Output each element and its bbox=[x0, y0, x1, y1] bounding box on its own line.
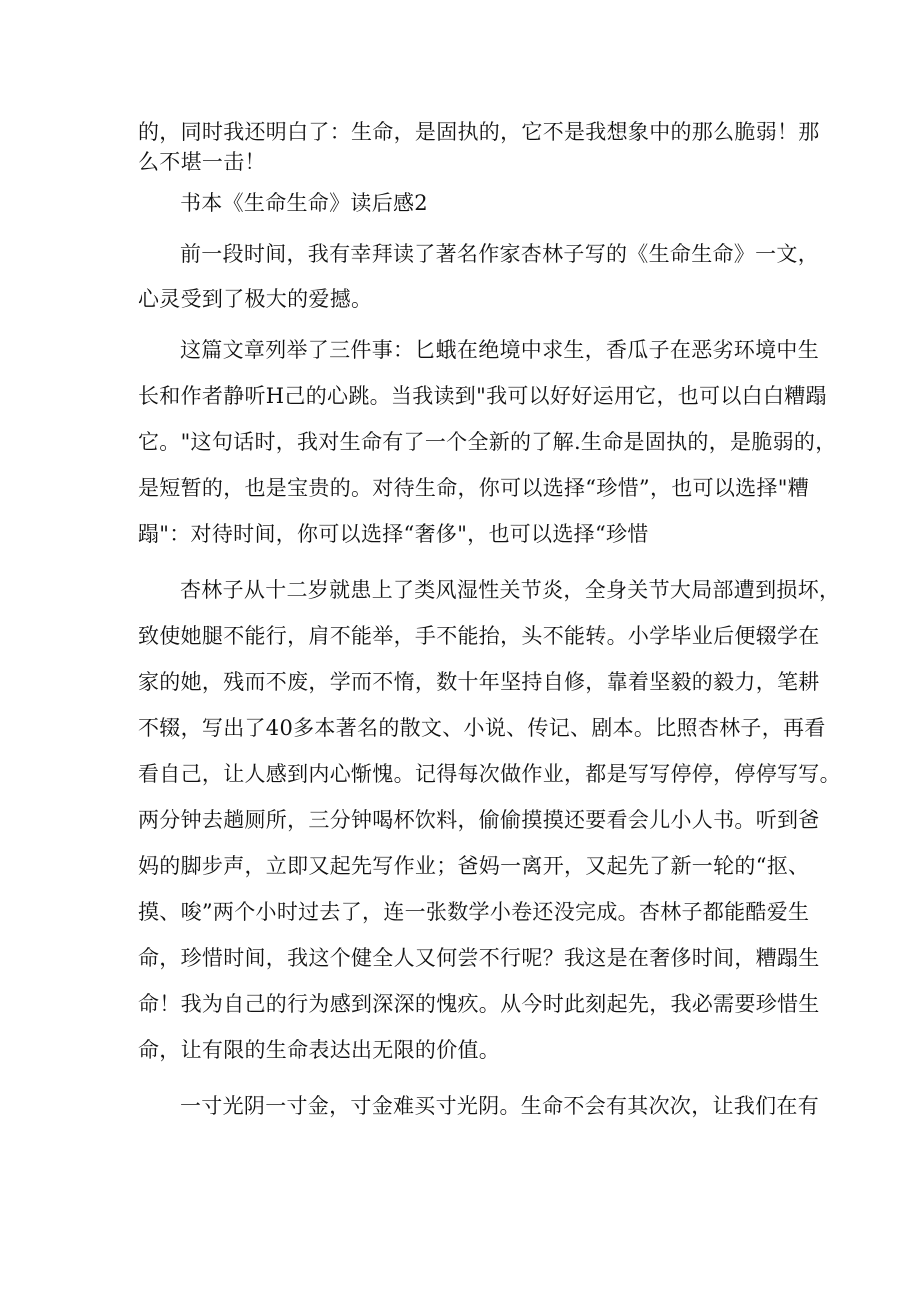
text-line-8: 它。"这句话时，我对生命有了一个全新的了解.生命是固执的，是脆弱的， bbox=[138, 430, 837, 454]
text-line-17: 妈的脚步声，立即又起先写作业；爸妈一离开，又起先了新一轮的“抠、 bbox=[138, 854, 810, 878]
text-line-6: 这篇文章列举了三件事：匕蛾在绝境中求生，香瓜子在恶劣环境中生 bbox=[180, 338, 819, 362]
text-line-2: 么不堪一击！ bbox=[138, 150, 266, 174]
text-line-4: 前一段时间，我有幸拜读了著名作家杏林子写的《生命生命》一文， bbox=[180, 242, 819, 266]
text-line-1: 的，同时我还明白了：生命，是固执的，它不是我想象中的那么脆弱！那 bbox=[138, 120, 820, 144]
text-line-18: 摸、唆”两个小时过去了，连一张数学小卷还没完成。杏林子都能酷爱生 bbox=[138, 900, 810, 924]
text-line-9: 是短暂的，也是宝贵的。对待生命，你可以选择“珍惜”，也可以选择"糟 bbox=[138, 476, 810, 500]
text-line-11: 杏林子从十二岁就患上了类风湿性关节炎，全身关节大局部遭到损坏， bbox=[180, 578, 841, 602]
text-line-20: 命！我为自己的行为感到深深的愧疚。从今时此刻起先，我必需要珍惜生 bbox=[138, 992, 820, 1016]
section-heading: 书本《生命生命》读后感2 bbox=[180, 191, 428, 215]
text-line-19: 命，珍惜时间，我这个健全人又何尝不行呢？我这是在奢侈时间，糟蹋生 bbox=[138, 946, 820, 970]
text-line-22: 一寸光阴一寸金，寸金难买寸光阴。生命不会有其次次，让我们在有 bbox=[180, 1094, 819, 1118]
text-line-13: 家的她，残而不废，学而不惰，数十年坚持自修，靠着坚毅的毅力，笔耕 bbox=[138, 670, 820, 694]
text-line-16: 两分钟去趟厕所，三分钟喝杯饮料，偷偷摸摸还要看会儿小人书。听到爸 bbox=[138, 808, 820, 832]
text-line-21: 命，让有限的生命表达出无限的价值。 bbox=[138, 1038, 501, 1062]
text-line-5: 心灵受到了极大的爱撼。 bbox=[138, 287, 373, 311]
text-line-14: 不辍，写出了40多本著名的散文、小说、传记、剧本。比照杏林子，再看 bbox=[138, 716, 826, 740]
text-line-10: 蹋"：对待时间，你可以选择“奢侈"，也可以选择“珍惜 bbox=[138, 522, 649, 546]
text-line-12: 致使她腿不能行，肩不能举，手不能抬，头不能转。小学毕业后便辍学在 bbox=[138, 624, 820, 648]
text-line-7: 长和作者静听H己的心跳。当我读到"我可以好好运用它，也可以白白糟蹋 bbox=[138, 384, 827, 408]
text-line-15: 看自己，让人感到内心惭愧。记得每次做作业，都是写写停停，停停写写。 bbox=[138, 762, 841, 786]
